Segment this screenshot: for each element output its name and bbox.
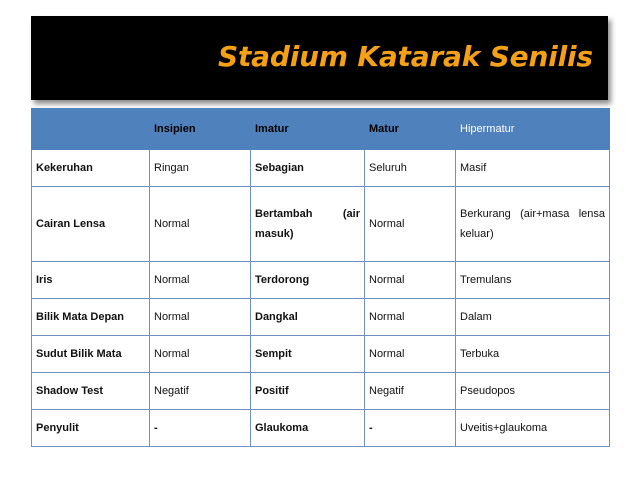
table-row xyxy=(32,336,610,373)
table-row xyxy=(32,150,610,187)
row-label: Shadow Test xyxy=(32,373,150,410)
table-header-row xyxy=(32,109,610,150)
cell-hipermatur: Tremulans xyxy=(456,262,610,299)
cell-matur: Normal xyxy=(365,299,456,336)
cell-imatur: Sempit xyxy=(251,336,365,373)
cell-imatur: Glaukoma xyxy=(251,410,365,447)
cell-insipien: Negatif xyxy=(150,373,251,410)
cell-hipermatur: Dalam xyxy=(456,299,610,336)
cell-imatur: Sebagian xyxy=(251,150,365,187)
cell-matur: Seluruh xyxy=(365,150,456,187)
cell-hipermatur: Masif xyxy=(456,150,610,187)
cell-hipermatur: Terbuka xyxy=(456,336,610,373)
row-label: Bilik Mata Depan xyxy=(32,299,150,336)
cell-hipermatur: Pseudopos xyxy=(456,373,610,410)
cell-insipien: Normal xyxy=(150,262,251,299)
header-cell-hipermatur: Hipermatur xyxy=(456,109,610,150)
cell-insipien: Normal xyxy=(150,336,251,373)
row-label: Kekeruhan xyxy=(32,150,150,187)
row-label: Iris xyxy=(32,262,150,299)
row-label: Penyulit xyxy=(32,410,150,447)
header-cell-imatur: Imatur xyxy=(251,109,365,150)
header-cell-insipien: Insipien xyxy=(150,109,251,150)
cataract-stage-table xyxy=(31,108,610,447)
cell-matur: Normal xyxy=(365,262,456,299)
cell-insipien: Ringan xyxy=(150,150,251,187)
cell-hipermatur: Uveitis+glaukoma xyxy=(456,410,610,447)
table-row xyxy=(32,187,610,262)
cell-insipien: Normal xyxy=(150,187,251,262)
cell-hipermatur: Berkurang (air+masa lensa keluar) xyxy=(456,187,610,262)
cell-imatur: Dangkal xyxy=(251,299,365,336)
page-title: Stadium Katarak Senilis xyxy=(218,40,593,73)
row-label: Cairan Lensa xyxy=(32,187,150,262)
header-cell-matur: Matur xyxy=(365,109,456,150)
cell-imatur: Bertambah (air masuk) xyxy=(251,187,365,262)
cell-matur: Normal xyxy=(365,336,456,373)
row-label: Sudut Bilik Mata xyxy=(32,336,150,373)
cell-insipien: - xyxy=(150,410,251,447)
cell-matur: Normal xyxy=(365,187,456,262)
cell-matur: - xyxy=(365,410,456,447)
table-row xyxy=(32,262,610,299)
cell-imatur: Positif xyxy=(251,373,365,410)
cell-matur: Negatif xyxy=(365,373,456,410)
header-cell-empty xyxy=(32,109,150,150)
table-row xyxy=(32,299,610,336)
table-row xyxy=(32,410,610,447)
cell-insipien: Normal xyxy=(150,299,251,336)
cell-imatur: Terdorong xyxy=(251,262,365,299)
table-row xyxy=(32,373,610,410)
